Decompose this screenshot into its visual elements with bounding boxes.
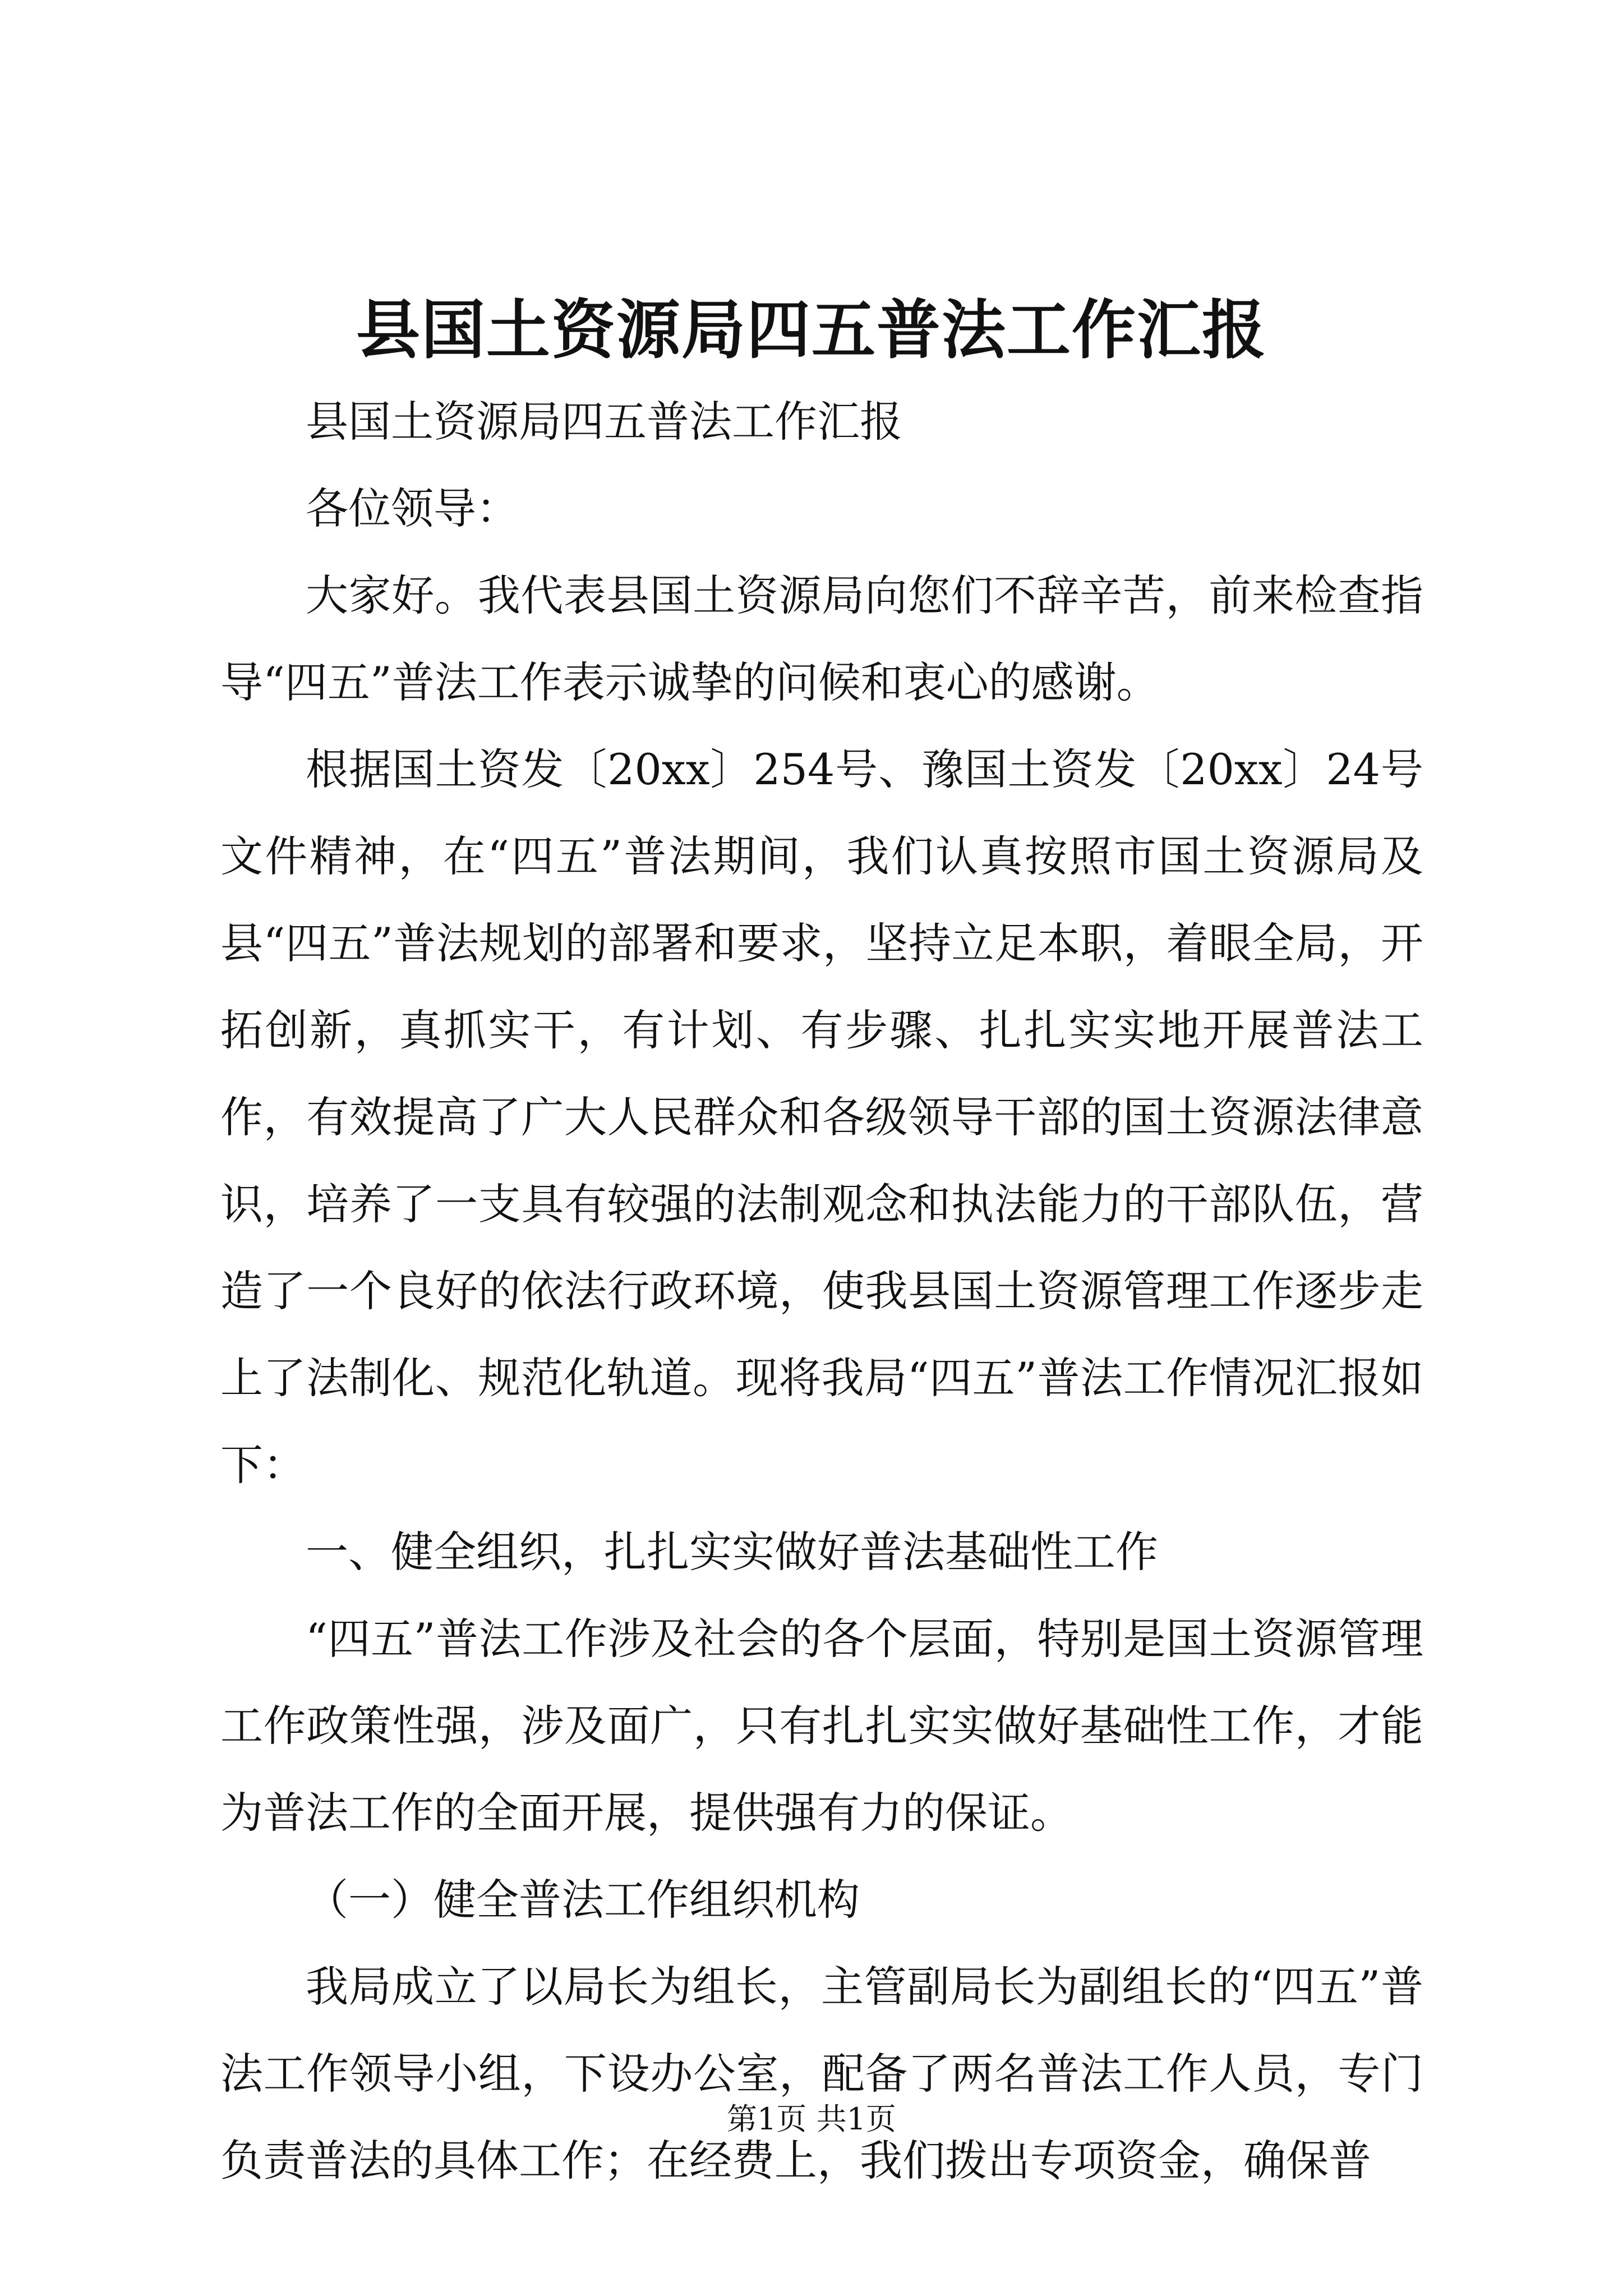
subsection-heading-1: （一）健全普法工作组织机构 bbox=[306, 1875, 860, 1925]
body-paragraph-section-1: “四五”普法工作涉及社会的各个层面，特别是国土资源管理工作政策性强，涉及面广，只有扎扎实实做好基础性工作，才能为普法工作的全面开展，提供强有力的保证。 bbox=[220, 1614, 1423, 1838]
document-title: 县国土资源局四五普法工作汇报 bbox=[356, 292, 1267, 367]
body-paragraph-subsection-1: 我局成立了以局长为组长，主管副局长为副组长的“四五”普法工作领导小组，下设办公室，配备了两名普法工作人员，专门负责普法的具体工作；在经费上，我们拨出专项资金，确保普 bbox=[220, 1962, 1423, 2185]
document-body bbox=[220, 378, 1423, 2204]
body-paragraph-heading: 县国土资源局四五普法工作汇报 bbox=[306, 397, 902, 447]
body-paragraph-greeting: 大家好。我代表县国土资源局向您们不辞辛苦，前来检查指导“四五”普法工作表示诚挚的问候和衷心的感谢。 bbox=[220, 570, 1423, 707]
body-paragraph-salutation: 各位领导： bbox=[306, 484, 519, 533]
page-footer: 第1页 共1页 bbox=[727, 2101, 896, 2137]
body-paragraph-introduction: 根据国土资发〔20xx〕254号、豫国土资发〔20xx〕24号文件精神，在“四五”普法期间，我们认真按照市国土资源局及县“四五”普法规划的部署和要求，坚持立足本职，着眼全局，开拓创新，真抓实干，有计划、有步骤、扎扎实实地开展普法工作，有效提高了广大人民群众和各级领导干部的国土资源法律意识，培养了一支具有较强的法制观念和执法能力的干部队伍，营造了一个良好的依法行政环境，使我县国土资源管理工作逐步走上了法制化、规范化轨道。现将我局“四五”普法工作情况汇报如下： bbox=[220, 744, 1423, 1490]
section-heading-1: 一、健全组织，扎扎实实做好普法基础性工作 bbox=[306, 1527, 1158, 1577]
